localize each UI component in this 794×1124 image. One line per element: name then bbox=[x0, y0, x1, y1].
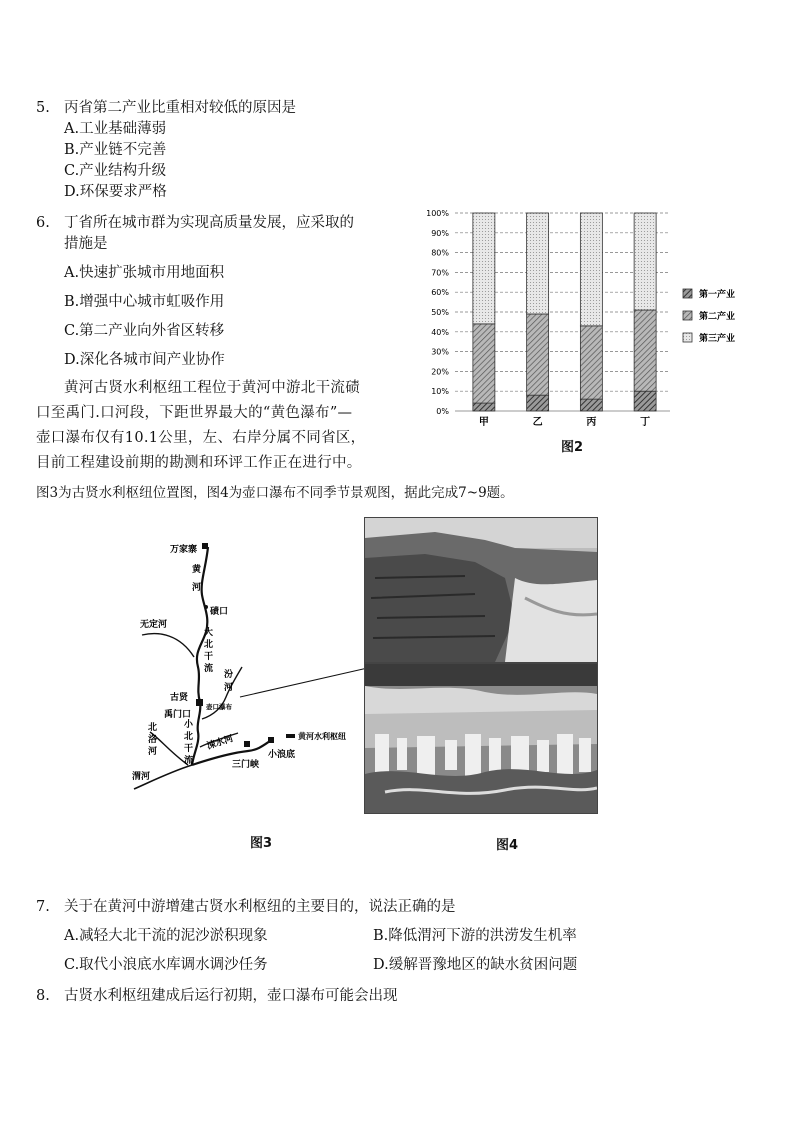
legend-dam-icon bbox=[286, 734, 295, 738]
question-stem: 关于在黄河中游增建古贤水利枢纽的主要目的，说法正确的是 bbox=[64, 899, 456, 915]
label-guxian: 古贤 bbox=[170, 693, 189, 703]
svg-text:流: 流 bbox=[184, 756, 194, 766]
bar-segment-1 bbox=[527, 395, 549, 411]
y-tick-label: 100% bbox=[426, 209, 449, 218]
label-wanjiazhai: 万家寨 bbox=[170, 545, 198, 555]
question-stem-line1: 丁省所在城市群为实现高质量发展，应采取的 bbox=[64, 215, 354, 231]
dam-marker-sanmenxia bbox=[244, 741, 250, 747]
svg-text:大: 大 bbox=[204, 628, 214, 638]
label-hukou: 壶口瀑布 bbox=[206, 703, 232, 711]
svg-text:小: 小 bbox=[184, 720, 194, 730]
figure-4-caption: 图4 bbox=[496, 838, 519, 853]
wuding-river-path bbox=[142, 634, 194, 657]
label-huang: 黄 bbox=[192, 565, 202, 575]
bar-segment-3 bbox=[634, 213, 656, 310]
passage-line-5: 图3为古贤水利枢纽位置图，图4为壶口瀑布不同季节景观图，据此完成7~9题。 bbox=[36, 485, 514, 501]
y-tick-label: 0% bbox=[436, 407, 449, 416]
question-number: 6. bbox=[36, 215, 50, 231]
dam-marker-guxian bbox=[196, 699, 203, 706]
y-tick-label: 10% bbox=[431, 387, 449, 397]
option-d[interactable]: D.缓解晋豫地区的缺水贫困问题 bbox=[373, 957, 578, 973]
y-tick-label: 40% bbox=[431, 327, 449, 337]
label-legend-dam: 黄河水利枢纽 bbox=[298, 732, 346, 741]
question-number: 7. bbox=[36, 899, 50, 915]
passage-line-3: 壶口瀑布仅有10.1公里，左、右岸分属不同省区， bbox=[36, 430, 366, 446]
label-dabeiganliu bbox=[204, 626, 213, 674]
bar-segment-1 bbox=[634, 391, 656, 411]
x-tick-label: 丁 bbox=[640, 417, 651, 428]
bar-segment-3 bbox=[580, 213, 602, 326]
legend-label: 第三产业 bbox=[699, 334, 736, 344]
fen-river-path bbox=[202, 667, 242, 719]
svg-text:北: 北 bbox=[204, 640, 214, 650]
option-b[interactable]: B.产业链不完善 bbox=[64, 142, 167, 158]
svg-text:北: 北 bbox=[148, 723, 158, 733]
bar-segment-3 bbox=[473, 213, 495, 324]
bar-segment-1 bbox=[473, 403, 495, 411]
bar-segment-2 bbox=[473, 324, 495, 403]
question-number: 8. bbox=[36, 988, 50, 1004]
label-sushuihe: 涑水河 bbox=[205, 733, 235, 752]
passage-line-1: 黄河古贤水利枢纽工程位于黄河中游北干流碛 bbox=[64, 380, 360, 396]
bar-segment-2 bbox=[527, 314, 549, 395]
legend-swatch bbox=[683, 311, 692, 320]
label-sanmenxia: 三门峡 bbox=[232, 760, 260, 770]
svg-text:河: 河 bbox=[224, 683, 234, 693]
legend-label: 第二产业 bbox=[699, 312, 736, 322]
waterfall-photo-upper bbox=[364, 517, 598, 663]
dam-marker-wanjiazhai bbox=[202, 543, 208, 549]
label-yumenkou: 禹门口 bbox=[164, 710, 192, 720]
option-b[interactable]: B.增强中心城市虹吸作用 bbox=[64, 294, 225, 310]
option-b[interactable]: B.降低渭河下游的洪涝发生机率 bbox=[373, 928, 577, 944]
option-c[interactable]: C.第二产业向外省区转移 bbox=[64, 323, 225, 339]
river-map bbox=[130, 527, 372, 802]
y-tick-label: 60% bbox=[431, 288, 449, 298]
y-tick-label: 80% bbox=[431, 248, 449, 258]
label-weihe: 渭河 bbox=[132, 772, 151, 782]
figure-3-map bbox=[130, 527, 372, 802]
legend-swatch bbox=[683, 289, 692, 298]
label-wudinghe: 无定河 bbox=[140, 620, 168, 630]
svg-text:河: 河 bbox=[148, 747, 158, 757]
option-c[interactable]: C.产业结构升级 bbox=[64, 163, 167, 179]
option-a[interactable]: A.工业基础薄弱 bbox=[64, 121, 167, 137]
label-fenhe bbox=[224, 668, 233, 693]
option-a[interactable]: A.快速扩张城市用地面积 bbox=[64, 265, 225, 281]
legend-swatch bbox=[683, 333, 692, 342]
label-beiluohe bbox=[148, 721, 157, 757]
y-tick-label: 20% bbox=[431, 367, 449, 377]
waterfall-photo-lower bbox=[364, 663, 598, 814]
y-tick-label: 90% bbox=[431, 228, 449, 238]
bar-segment-1 bbox=[580, 399, 602, 411]
figure-2-chart bbox=[415, 203, 775, 453]
label-xiaobeiganliu bbox=[184, 718, 194, 766]
y-tick-label: 70% bbox=[431, 268, 449, 278]
svg-text:洛: 洛 bbox=[148, 735, 158, 745]
svg-text:汾: 汾 bbox=[224, 670, 234, 680]
figure-3-caption: 图3 bbox=[250, 836, 273, 851]
legend-label: 第一产业 bbox=[699, 290, 736, 300]
figure-2-caption: 图2 bbox=[561, 440, 584, 455]
svg-text:流: 流 bbox=[204, 664, 214, 674]
option-c[interactable]: C.取代小浪底水库调水调沙任务 bbox=[64, 957, 268, 973]
x-tick-label: 丙 bbox=[586, 417, 597, 428]
passage-line-4: 目前工程建设前期的勘测和环评工作正在进行中。 bbox=[36, 455, 362, 471]
x-tick-label: 甲 bbox=[478, 417, 489, 428]
question-stem: 古贤水利枢纽建成后运行初期，壶口瀑布可能会出现 bbox=[64, 988, 398, 1004]
label-xiaolangdi: 小浪底 bbox=[268, 750, 296, 760]
option-d[interactable]: D.环保要求严格 bbox=[64, 184, 167, 200]
question-stem-line2: 措施是 bbox=[64, 236, 108, 252]
bar-segment-3 bbox=[527, 213, 549, 314]
y-tick-label: 50% bbox=[431, 308, 449, 317]
question-number: 5. bbox=[36, 100, 50, 116]
option-d[interactable]: D.深化各城市间产业协作 bbox=[64, 352, 225, 368]
svg-text:北: 北 bbox=[184, 732, 194, 742]
label-qikou: 碛口 bbox=[210, 607, 229, 617]
y-tick-label: 30% bbox=[431, 347, 449, 357]
passage-line-2: 口至禹门.口河段，下距世界最大的“黄色瀑布”— bbox=[36, 405, 353, 421]
question-stem: 丙省第二产业比重相对较低的原因是 bbox=[64, 100, 296, 116]
svg-text:干: 干 bbox=[204, 652, 214, 662]
bar-segment-2 bbox=[634, 310, 656, 391]
bar-segment-2 bbox=[580, 326, 602, 399]
x-tick-label: 乙 bbox=[532, 417, 543, 428]
dam-marker-xiaolangdi bbox=[268, 737, 274, 743]
label-he: 河 bbox=[192, 583, 202, 593]
stacked-bar-chart bbox=[415, 203, 775, 453]
option-a[interactable]: A.减轻大北干流的泥沙淤积现象 bbox=[64, 928, 268, 944]
svg-text:干: 干 bbox=[184, 744, 194, 754]
